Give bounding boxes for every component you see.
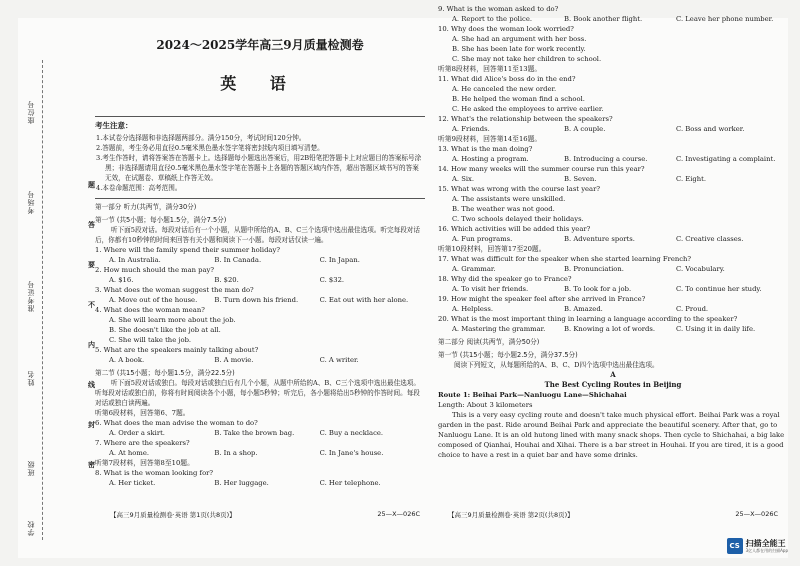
part2-directions: 阅读下列短文，从每题所给的A、B、C、D四个选项中选出最佳选项。 <box>454 361 659 369</box>
answer-option: A. Order a skirt. <box>109 429 165 437</box>
answer-option: C. Eat out with her alone. <box>319 296 409 304</box>
route-length: Length: About 3 kilometers <box>438 401 533 409</box>
watermark-name: 扫描全能王 <box>745 538 786 548</box>
answer-option: B. In a shop. <box>214 449 258 457</box>
answer-option: A. Report to the police. <box>452 15 533 23</box>
answer-option: B. A movie. <box>214 356 254 364</box>
material-note: 听第9段材料，回答第14至16题。 <box>438 135 542 143</box>
footer-code: 25—X—026C <box>735 510 778 518</box>
school-label: 学校 <box>27 520 35 536</box>
option-row <box>438 174 788 184</box>
answer-option: B. Turn down his friend. <box>214 296 299 304</box>
answer-option: A. Grammar. <box>452 265 496 273</box>
question-stem: 10. Why does the woman look worried? <box>438 25 574 33</box>
camscanner-logo-icon: CS <box>727 538 743 554</box>
passage-letter: A <box>610 370 616 379</box>
question-group <box>438 4 788 134</box>
notice-heading: 考生注意： <box>95 121 133 130</box>
answer-option: B. Amazed. <box>564 305 603 313</box>
part2-heading: 第二部分 阅读(共两节，满分50分) <box>438 338 540 346</box>
answer-option: A. Her ticket. <box>109 479 156 487</box>
answer-option: B. A couple. <box>564 125 606 133</box>
answer-option: C. To continue her study. <box>676 285 762 293</box>
ticket-label: 准考证号 <box>27 280 35 312</box>
option-row <box>95 355 425 365</box>
answer-option: B. Introducing a course. <box>564 155 648 163</box>
part1-heading: 第一部分 听力(共两节，满分30分) <box>95 203 197 211</box>
seal-line <box>42 60 43 540</box>
answer-option: C. Vocabulary. <box>676 265 725 273</box>
seal-char: 题 <box>88 181 95 189</box>
answer-option: B. He helped the woman find a school. <box>452 95 585 103</box>
seal-char: 要 <box>88 261 95 269</box>
answer-option: C. Boss and worker. <box>676 125 745 133</box>
question-stem: 11. What did Alice's boss do in the end? <box>438 75 576 83</box>
question-stem: 7. Where are the speakers? <box>95 439 190 447</box>
option-row <box>95 478 425 488</box>
answer-option: C. In Japan. <box>319 256 360 264</box>
answer-option: B. In Canada. <box>214 256 262 264</box>
part1-sec2-heading: 第二节 (共15小题；每小题1.5分，满分22.5分) <box>95 369 235 377</box>
question-stem: 4. What does the woman mean? <box>95 306 205 314</box>
question-group <box>95 468 425 488</box>
question-stem: 9. What is the woman asked to do? <box>438 5 559 13</box>
footer-page: 【高三9月质量检测卷·英语 第2页(共8页)】 <box>448 511 574 519</box>
answer-option: A. He canceled the new order. <box>452 85 557 93</box>
footer-right <box>448 510 778 519</box>
class-label: 班级 <box>27 460 35 476</box>
answer-option: A. Friends. <box>452 125 490 133</box>
option-row <box>438 14 788 24</box>
answer-option: B. Her luggage. <box>214 479 269 487</box>
question-group <box>95 418 425 458</box>
answer-option: C. She may not take her children to school. <box>452 55 602 63</box>
question-stem: 12. What's the relationship between the speakers? <box>438 115 613 123</box>
part2-sec1-heading: 第一节 (共15小题；每小题2.5分，满分37.5分) <box>438 351 578 359</box>
passage-text: This is a very easy cycling route and doesn't take much physical effort. Beihai Park was a royal garden in the past. Ride around Beihai Park and appreciate the beautiful scenery. After that, go to Nanluogu Lane. It is an old hutong lined with many snack shops. Then cycle to Shichahai, a big lake composed of Qianhai, Houhai and Xihai. There is a bar street in Houhai. If you are tired, it is a good choice to have a rest in a quiet bar and have some drinks. <box>438 411 785 459</box>
notice-item: 4.本卷命题范围：高考范围。 <box>96 184 182 192</box>
seat-label: 座位号 <box>27 100 35 124</box>
option-row <box>95 255 425 265</box>
answer-option: A. Helpless. <box>452 305 494 313</box>
answer-option: A. The assistants were unskilled. <box>452 195 566 203</box>
option-row <box>438 264 788 274</box>
footer-left <box>110 510 420 519</box>
question-group <box>438 144 788 244</box>
question-stem: 17. What was difficult for the speaker when she started learning French? <box>438 255 692 263</box>
option-row <box>438 284 788 294</box>
option-row <box>438 154 788 164</box>
question-group <box>438 254 788 334</box>
answer-option: A. In Australia. <box>109 256 161 264</box>
notice-box <box>95 116 425 199</box>
question-stem: 1. Where will the family spend their summer holiday? <box>95 246 280 254</box>
question-stem: 8. What is the woman looking for? <box>95 469 214 477</box>
watermark-sub: 3亿人都在用的扫描App <box>745 547 788 553</box>
material-note: 听第7段材料，回答第8至10题。 <box>95 459 194 467</box>
answer-option: A. Hosting a program. <box>452 155 529 163</box>
answer-option: A. At home. <box>109 449 150 457</box>
question-stem: 19. How might the speaker feel after she arrived in France? <box>438 295 646 303</box>
answer-option: C. Eight. <box>676 175 707 183</box>
option-row <box>95 448 425 458</box>
answer-option: A. Six. <box>452 175 475 183</box>
binding-margin <box>22 40 95 550</box>
notice-item: 1.本试卷分选择题和非选择题两部分。满分150分，考试时间120分钟。 <box>96 134 306 142</box>
answer-option: B. Knowing a lot of words. <box>564 325 656 333</box>
question-stem: 6. What does the man advise the woman to do? <box>95 419 258 427</box>
answer-option: A. $16. <box>109 276 134 284</box>
answer-option: A. Mastering the grammar. <box>452 325 546 333</box>
notice-item: 2.答题前，考生务必用直径0.5毫米黑色墨水签字笔将密封线内项目填写清楚。 <box>96 144 324 152</box>
material-note: 听第8段材料，回答第11至13题。 <box>438 65 542 73</box>
seal-char: 不 <box>88 301 95 309</box>
option-row <box>438 304 788 314</box>
option-row <box>95 275 425 285</box>
seal-char: 答 <box>88 221 95 229</box>
answer-option: C. Leave her phone number. <box>676 15 774 23</box>
answer-option: B. Adventure sports. <box>564 235 635 243</box>
answer-option: C. Investigating a complaint. <box>676 155 776 163</box>
question-stem: 13. What is the man doing? <box>438 145 533 153</box>
material-note: 听第10段材料，回答第17至20题。 <box>438 245 546 253</box>
part1-sec1-directions: 听下面5段对话。每段对话后有一个小题，从题中所给的A、B、C三个选项中选出最佳选项。听完每段对话后，你都有10秒钟的时间来回答有关小题和阅读下一小题。每段对话仅读一遍。 <box>95 226 420 244</box>
answer-option: C. Using it in daily life. <box>676 325 756 333</box>
page-2 <box>438 4 788 460</box>
route-title: Route 1: Beihai Park—Nanluogu Lane—Shichahai <box>438 391 627 399</box>
option-row <box>438 324 788 334</box>
answer-option: C. She will take the job. <box>109 336 192 344</box>
option-row <box>438 234 788 244</box>
question-stem: 5. What are the speakers mainly talking about? <box>95 346 259 354</box>
question-stem: 14. How many weeks will the summer course run this year? <box>438 165 645 173</box>
footer-page: 【高三9月质量检测卷·英语 第1页(共8页)】 <box>110 511 236 519</box>
name-label: 姓名 <box>27 370 35 386</box>
room-label: 考场号 <box>27 190 35 214</box>
answer-option: B. Take the brown bag. <box>214 429 295 437</box>
page-1 <box>95 30 425 488</box>
answer-option: A. Fun programs. <box>452 235 513 243</box>
answer-option: A. She will learn more about the job. <box>109 316 236 324</box>
answer-option: C. $32. <box>319 276 345 284</box>
answer-option: B. Seven. <box>564 175 597 183</box>
seal-char: 封 <box>88 421 95 429</box>
answer-option: C. Proud. <box>676 305 709 313</box>
option-row <box>95 295 425 305</box>
notice-item: 3.考生作答时，请将答案答在答题卡上。选择题每小题选出答案后，用2B铅笔把答题卡上对应题目的答案标号涂黑；非选择题请用直径0.5毫米黑色墨水签字笔在答题卡上各题的答题区域内作答，超出答题区域书写的答案无效，在试题卷、草稿纸上作答无效。 <box>96 154 422 182</box>
question-stem: 16. Which activities will be added this year? <box>438 225 591 233</box>
question-stem: 20. What is the most important thing in learning a language according to the speaker? <box>438 315 738 323</box>
answer-option: B. She has been late for work recently. <box>452 45 586 53</box>
scanner-watermark <box>727 538 788 554</box>
seal-char: 密 <box>88 461 95 469</box>
answer-option: C. Two schools delayed their holidays. <box>452 215 584 223</box>
answer-option: A. To visit her friends. <box>452 285 529 293</box>
part1-sec2-directions: 听下面5段对话或独白。每段对话或独白后有几个小题，从题中所给的A、B、C三个选项中选出最佳选项。听每段对话或独白前，你将有时间阅读各个小题，每小题5秒钟；听完后，各小题将给出5秒钟的作答时间。每段对话或独白读两遍。 <box>95 379 420 407</box>
exam-subject: 英 语 <box>220 74 300 93</box>
part1-sec1-heading: 第一节 (共5小题；每小题1.5分，满分7.5分) <box>95 216 227 224</box>
answer-option: B. To look for a job. <box>564 285 632 293</box>
answer-option: B. She doesn't like the job at all. <box>109 326 221 334</box>
answer-option: B. Pronunciation. <box>564 265 624 273</box>
passage-title: The Best Cycling Routes in Beijing <box>544 380 682 389</box>
answer-option: B. The weather was not good. <box>452 205 555 213</box>
question-stem: 3. What does the woman suggest the man do? <box>95 286 254 294</box>
answer-option: A. She had an argument with her boss. <box>452 35 587 43</box>
answer-option: B. Book another flight. <box>564 15 643 23</box>
option-row <box>95 428 425 438</box>
material-note: 听第6段材料，回答第6、7题。 <box>95 409 190 417</box>
answer-option: C. In Jane's house. <box>319 449 384 457</box>
seal-char: 线 <box>88 381 95 389</box>
answer-option: A. A book. <box>109 356 145 364</box>
answer-option: A. Move out of the house. <box>109 296 198 304</box>
question-group <box>95 245 425 365</box>
question-stem: 2. How much should the man pay? <box>95 266 215 274</box>
seal-char: 内 <box>88 341 95 349</box>
answer-option: C. Creative classes. <box>676 235 744 243</box>
question-stem: 18. Why did the speaker go to France? <box>438 275 572 283</box>
answer-option: C. Buy a necklace. <box>319 429 384 437</box>
answer-option: C. He asked the employees to arrive earlier. <box>452 105 604 113</box>
answer-option: C. Her telephone. <box>319 479 381 487</box>
option-row <box>438 124 788 134</box>
footer-code: 25—X—026C <box>377 510 420 518</box>
question-stem: 15. What was wrong with the course last year? <box>438 185 601 193</box>
answer-option: B. $20. <box>214 276 239 284</box>
exam-title: 2024～2025学年高三9月质量检测卷 <box>156 38 364 52</box>
answer-option: C. A writer. <box>319 356 359 364</box>
